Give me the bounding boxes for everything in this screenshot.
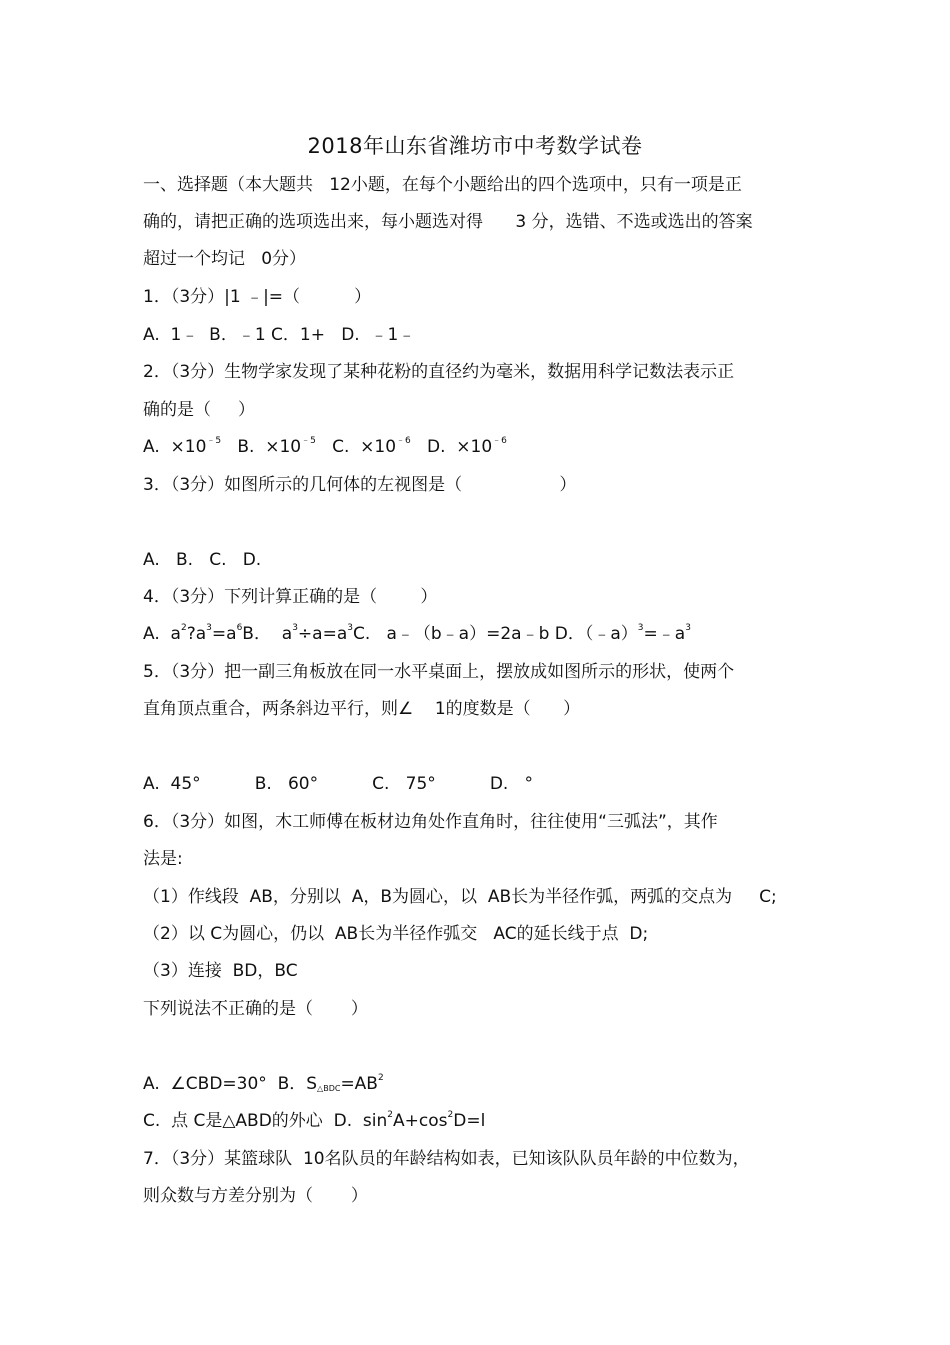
question-5-stem-line-1: 5．（3分）把一副三角板放在同一水平桌面上，摆放成如图所示的形状，使两个 xyxy=(143,662,735,682)
question-6-stem-line-1: 6．（3分）如图，木工师傅在板材边角处作直角时，往往使用“三弧法”，其作 xyxy=(143,812,718,832)
question-5-stem-line-2: 直角顶点重合，两条斜边平行，则∠ 1的度数是（ ） xyxy=(143,699,581,719)
exponent: 2 xyxy=(377,1073,384,1083)
question-2-stem-line-1: 2．（3分）生物学家发现了某种花粉的直径约为毫米，数据用科学记数法表示正 xyxy=(143,362,735,382)
exponent: 3 xyxy=(347,623,353,633)
question-6-step-2: （2）以 C为圆心，仍以 AB长为半径作弧交 AC的延长线于点 D; xyxy=(143,924,649,944)
exponent: 2 xyxy=(180,623,187,633)
exam-title: 2018年山东省潍坊市中考数学试卷 xyxy=(307,134,643,158)
question-7-stem-line-1: 7．（3分）某篮球队 10名队员的年龄结构如表，已知该队队员年龄的中位数为， xyxy=(143,1149,750,1169)
exponent: 3 xyxy=(206,623,212,633)
option-d: D. ×10 xyxy=(410,437,493,457)
option-d-text: =﹣a xyxy=(643,624,686,644)
option-b-text: B． a xyxy=(242,624,293,644)
question-1-options: A. 1﹣ B．﹣1 C．1+ D. ﹣1﹣ xyxy=(143,325,416,345)
section-instruction-line-3: 超过一个均记 0分） xyxy=(143,249,307,269)
question-4-options xyxy=(143,623,691,645)
exponent: 6 xyxy=(236,623,243,633)
option-text: D=l xyxy=(453,1111,486,1131)
option-c: C. ×10 xyxy=(315,437,397,457)
option-a-text: =a xyxy=(211,624,237,644)
question-6-step-3: （3）连接 BD，BC xyxy=(143,961,298,981)
question-3-stem: 3．（3分）如图所示的几何体的左视图是（ ） xyxy=(143,475,577,495)
question-6-step-1: （1）作线段 AB，分别以 A，B为圆心，以 AB长为半径作弧，两弧的交点为 C; xyxy=(143,887,777,907)
question-6-options-line-2 xyxy=(143,1110,485,1132)
exponent: 2 xyxy=(447,1110,454,1120)
question-6-question: 下列说法不正确的是（ ） xyxy=(143,999,368,1019)
exponent: 3 xyxy=(292,623,298,633)
question-2-options xyxy=(143,436,507,458)
question-5-options: A. 45° B. 60° C. 75° D. ° xyxy=(143,774,534,794)
section-instruction-line-1: 一、选择题（本大题共 12小题，在每个小题给出的四个选项中，只有一项是正 xyxy=(143,175,742,195)
exponent: ﹣6 xyxy=(396,436,411,446)
option-a-text: ?a xyxy=(186,624,207,644)
option-b: B. ×10 xyxy=(221,437,302,457)
question-1-stem: 1．（3分）|1 ﹣|=（ ） xyxy=(143,287,372,307)
option-text: =AB xyxy=(340,1074,378,1094)
section-instruction-line-2: 确的，请把正确的选项选出来，每小题选对得 3 分，选错、不选或选出的答案 xyxy=(143,212,753,232)
exponent: 3 xyxy=(637,623,644,633)
option-text: C. 点 C是△ABD的外心 D. sin xyxy=(143,1111,388,1131)
question-6-options-line-1 xyxy=(143,1073,384,1095)
question-7-stem-line-2: 则众数与方差分别为（ ） xyxy=(143,1186,368,1206)
exponent: ﹣5 xyxy=(206,436,222,446)
question-2-stem-line-2: 确的是（ ） xyxy=(143,400,256,420)
exponent: ﹣6 xyxy=(492,436,507,446)
question-3-options: A. B. C. D. xyxy=(143,550,262,570)
option-b-text: ÷a=a xyxy=(297,624,348,644)
subscript: △BDC xyxy=(317,1084,341,1093)
option-text: A. ∠CBD=30° B．S xyxy=(143,1074,318,1094)
exponent: 3 xyxy=(685,623,691,633)
option-a-text: A. a xyxy=(143,624,181,644)
option-text: A+cos xyxy=(393,1111,448,1131)
exponent: ﹣5 xyxy=(301,436,316,446)
question-4-stem: 4．（3分）下列计算正确的是（ ） xyxy=(143,587,438,607)
option-a: A. ×10 xyxy=(143,437,207,457)
option-c-text: C. a﹣（b﹣a）=2a﹣b D．（﹣a） xyxy=(352,624,638,644)
question-6-stem-line-2: 法是: xyxy=(143,849,183,869)
exponent: 2 xyxy=(387,1110,394,1120)
